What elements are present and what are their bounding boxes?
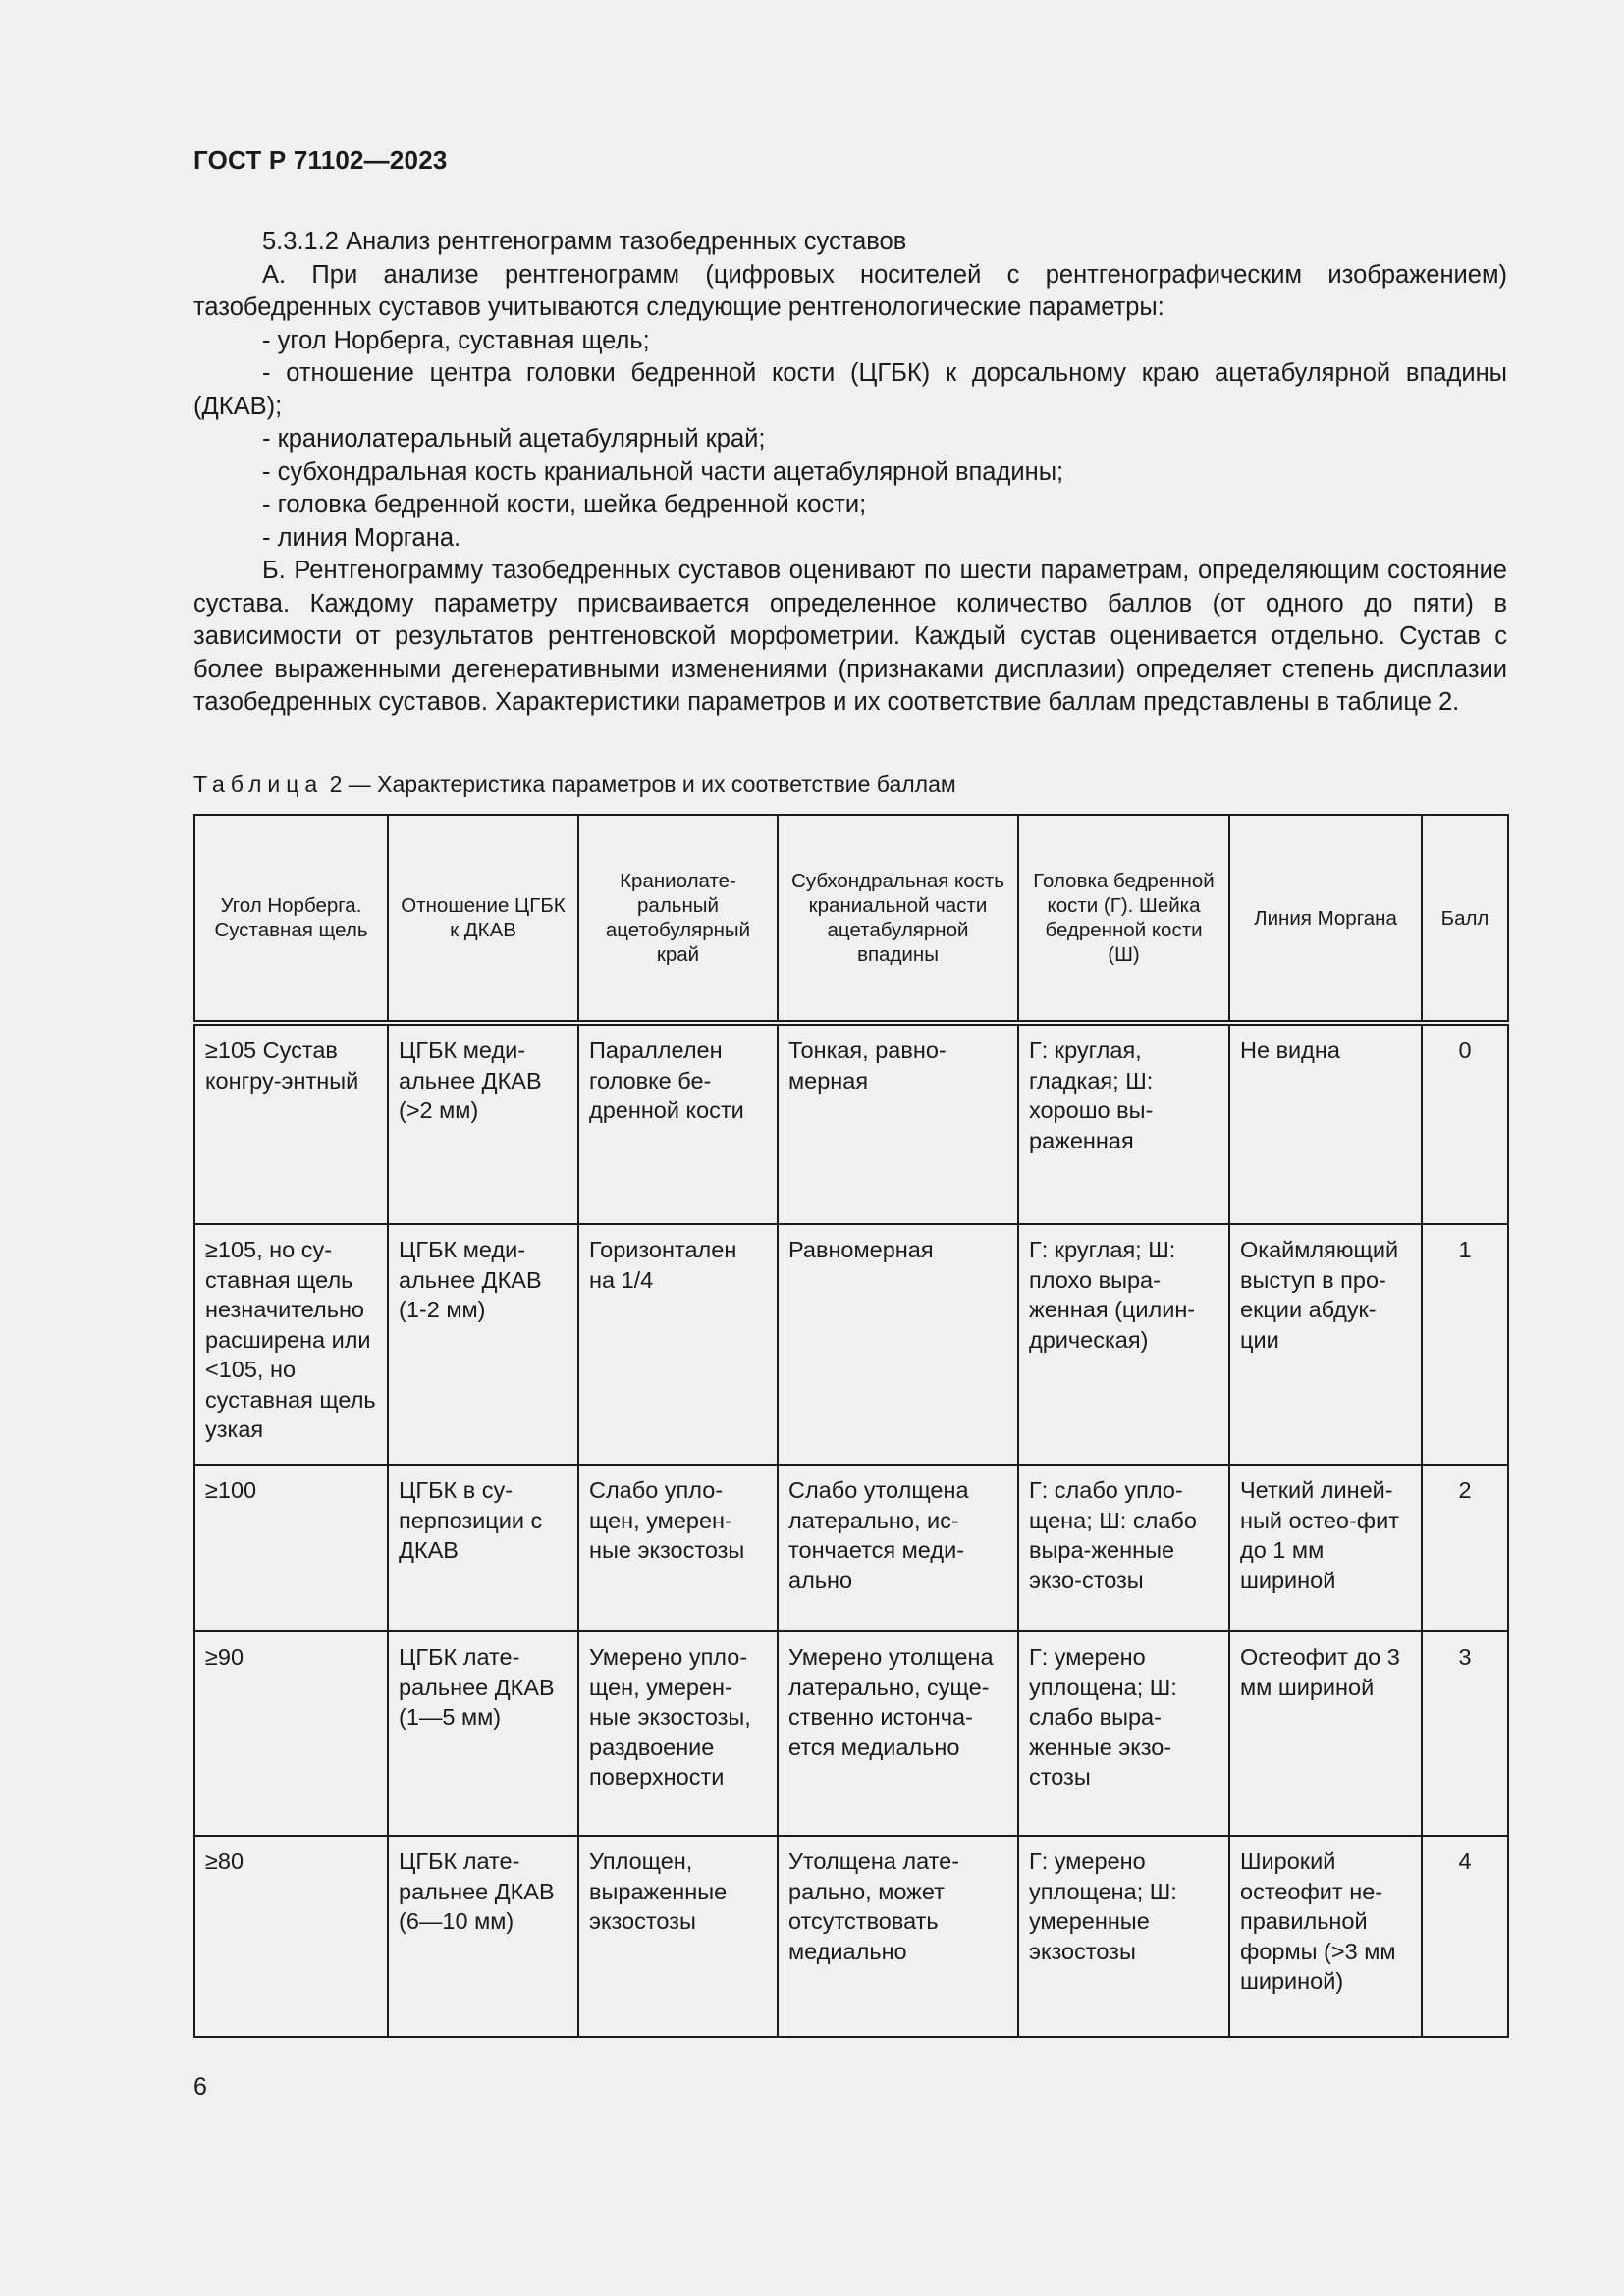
parameters-table	[193, 814, 1509, 2038]
caption-label: Таблица	[193, 772, 324, 797]
table-caption	[193, 772, 956, 798]
header-acetabular-edge: Краниолате-ральный ацетобулярный край	[578, 815, 778, 1023]
page-number: 6	[193, 2073, 207, 2101]
table-cell: Четкий линей-ный остео-фит до 1 мм шириной	[1229, 1465, 1422, 1631]
header-norberg-angle: Угол Норберга. Суставная щель	[194, 815, 388, 1023]
table-cell-score: 0	[1422, 1023, 1508, 1224]
table-cell: Не видна	[1229, 1023, 1422, 1224]
table-cell: Горизонтален на 1/4	[578, 1224, 778, 1465]
table-cell: Уплощен, выраженные экзостозы	[578, 1836, 778, 2037]
caption-text: 2 — Характеристика параметров и их соответствие баллам	[323, 772, 956, 797]
table-cell: Слабо упло-щен, умерен-ные экзостозы	[578, 1465, 778, 1631]
table-cell: ≥80	[194, 1836, 388, 2037]
table-cell-score: 3	[1422, 1631, 1508, 1836]
table-cell: Остеофит до 3 мм шириной	[1229, 1631, 1422, 1836]
table-cell: ЦГБК лате-ральнее ДКАВ (1—5 мм)	[388, 1631, 578, 1836]
table-cell: Г: умерено уплощена; Ш: слабо выра-женные экзо-стозы	[1018, 1631, 1229, 1836]
paragraph-b: Б. Рентгенограмму тазобедренных суставов оценивают по шести параметрам, определяющим состояние сустава. Каждому параметру присваивается определенное количество баллов (от одного до пяти) в зависимости от результатов рентгеновской морфометрии. Каждый сустав оценивается отдельно. Сустав с более выраженными дегенеративными изменениями (признаками дисплазии) определяет степень дисплазии тазобедренных суставов. Характеристики параметров и их соответствие баллам представлены в таблице 2.	[193, 557, 1507, 716]
table-cell: ≥105 Сустав конгру-энтный	[194, 1023, 388, 1224]
header-score: Балл	[1422, 815, 1508, 1023]
list-item: - краниолатеральный ацетабулярный край;	[262, 425, 766, 453]
document-number: ГОСТ Р 71102—2023	[193, 145, 448, 175]
table-cell-score: 1	[1422, 1224, 1508, 1465]
table-row	[194, 1023, 1508, 1224]
table-cell: Умерено утолщена латерально, суще-ственно истонча-ется медиально	[778, 1631, 1018, 1836]
list-item: - отношение центра головки бедренной кости (ЦГБК) к дорсальному краю ацетабулярной впадины (ДКАВ);	[193, 359, 1507, 420]
table-cell: ЦГБК лате-ральнее ДКАВ (6—10 мм)	[388, 1836, 578, 2037]
table-cell: Слабо утолщена латерально, ис-тончается меди-ально	[778, 1465, 1018, 1631]
table-cell: Окаймляющий выступ в про-екции абдук-ции	[1229, 1224, 1422, 1465]
table-cell: Широкий остеофит не-правильной формы (>3 мм шириной)	[1229, 1836, 1422, 2037]
table-row	[194, 1224, 1508, 1465]
table-row	[194, 1465, 1508, 1631]
section-text	[193, 226, 1507, 720]
table-row	[194, 1836, 1508, 2037]
table-cell: ЦГБК в су-перпозиции с ДКАВ	[388, 1465, 578, 1631]
table-header-row	[194, 815, 1508, 1023]
section-heading: 5.3.1.2 Анализ рентгенограмм тазобедренных суставов	[262, 228, 907, 255]
table-cell: Утолщена лате-рально, может отсутствовать медиально	[778, 1836, 1018, 2037]
table-cell: Параллелен головке бе-дренной кости	[578, 1023, 778, 1224]
table-cell: ЦГБК меди-альнее ДКАВ (1-2 мм)	[388, 1224, 578, 1465]
table-cell: Г: слабо упло-щена; Ш: слабо выра-женные экзо-стозы	[1018, 1465, 1229, 1631]
paragraph-a: А. При анализе рентгенограмм (цифровых носителей с рентгенографическим изображением) тазобедренных суставов учитываются следующие рентгенологические параметры:	[193, 260, 1507, 321]
table-cell: ≥105, но су-ставная щель незначительно расширена или <105, но суставная щель узкая	[194, 1224, 388, 1465]
table-cell-score: 4	[1422, 1836, 1508, 2037]
header-morgan-line: Линия Моргана	[1229, 815, 1422, 1023]
table-cell-score: 2	[1422, 1465, 1508, 1631]
header-femoral-head-neck: Головка бедренной кости (Г). Шейка бедренной кости (Ш)	[1018, 815, 1229, 1023]
table-cell: Г: умерено уплощена; Ш: умеренные экзостозы	[1018, 1836, 1229, 2037]
table-row	[194, 1631, 1508, 1836]
table-cell: Равномерная	[778, 1224, 1018, 1465]
table-cell: Умерено упло-щен, умерен-ные экзостозы, раздвоение поверхности	[578, 1631, 778, 1836]
header-cgbk-dkav: Отношение ЦГБК к ДКАВ	[388, 815, 578, 1023]
table-cell: Тонкая, равно-мерная	[778, 1023, 1018, 1224]
list-item: - угол Норберга, суставная щель;	[262, 326, 650, 354]
list-item: - головка бедренной кости, шейка бедренной кости;	[262, 491, 867, 518]
table-cell: Г: круглая; Ш: плохо выра-женная (цилин-дрическая)	[1018, 1224, 1229, 1465]
list-item: - субхондральная кость краниальной части ацетабулярной впадины;	[262, 457, 1064, 486]
table-cell: Г: круглая, гладкая; Ш: хорошо вы-раженная	[1018, 1023, 1229, 1224]
header-subchondral-bone: Субхондральная кость краниальной части ацетабулярной впадины	[778, 815, 1018, 1023]
table-cell: ≥90	[194, 1631, 388, 1836]
table-cell: ЦГБК меди-альнее ДКАВ (>2 мм)	[388, 1023, 578, 1224]
table-cell: ≥100	[194, 1465, 388, 1631]
list-item: - линия Моргана.	[262, 523, 461, 552]
